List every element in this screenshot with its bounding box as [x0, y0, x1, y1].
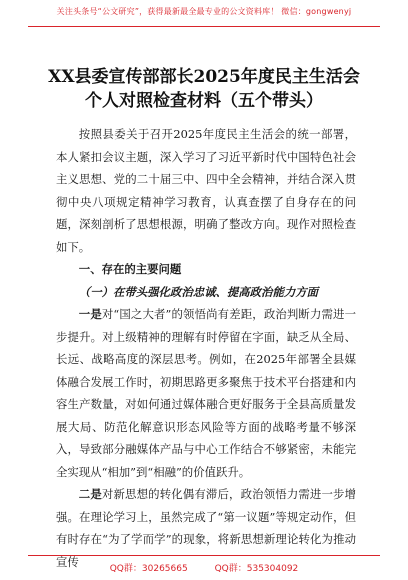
document-body	[56, 123, 356, 573]
section-heading: 一、存在的主要问题	[78, 262, 182, 276]
document-title-line1: XX县委宣传部部长2025年度民主生活会	[48, 67, 360, 87]
point-paragraph-2	[56, 483, 356, 573]
point-paragraph-1	[56, 303, 356, 483]
point-text-1: 对“国之大者”的领悟尚有差距，政治判断力需进一步提升。对上级精神的理解有时停留在字面，缺乏从全局、长远、战略高度的深层思考。例如，在2025年部署全县媒体融合发展工作时，初期思路更多聚焦于技术平台搭建和内容生产数量，对如何通过媒体融合更好服务于全县高质量发展大局、防范化解意识形态风险等方面的战略考量不够深入，导致部分融媒体产品与中心工作结合不够紧密，未能完全实现从“相加”到“相融”的价值跃升。	[56, 307, 356, 479]
footer-qq-group-2: QQ群：535304092	[214, 564, 299, 574]
point-text-2: 对新思想的转化偶有滞后，政治领悟力需进一步增强。在理论学习上，虽然完成了“第一议题”等规定动作，但有时存在“为了学而学”的现象，将新思想新理论转化为推动宣传	[56, 487, 356, 569]
point-lead-2: 二是	[78, 487, 102, 501]
footer-qq-group-1: QQ群：30265665	[109, 564, 188, 574]
point-lead-1: 一是	[78, 307, 102, 321]
footer-divider	[28, 555, 380, 556]
header-divider	[28, 26, 380, 27]
header-banner: 关注头条号“公文研究”，获得最新最全最专业的公文资料库！ 微信：gongwenyj	[56, 7, 352, 16]
intro-paragraph: 按照县委关于召开2025年度民主生活会的统一部署，本人紧扣会议主题，深入学习了习近平新时代中国特色社会主义思想、党的二十届三中、四中全会精神，并结合深入贯彻中央八项规定精神学习教育，认真查摆了自身存在的问题，深刻剖析了思想根源，明确了整改方向。现作对照检查如下。	[56, 127, 356, 254]
document-title-line2: 个人对照检查材料（五个带头）	[85, 91, 323, 111]
footer	[0, 561, 408, 574]
subsection-heading: （一）在带头强化政治忠诚、提高政治能力方面	[78, 284, 319, 299]
